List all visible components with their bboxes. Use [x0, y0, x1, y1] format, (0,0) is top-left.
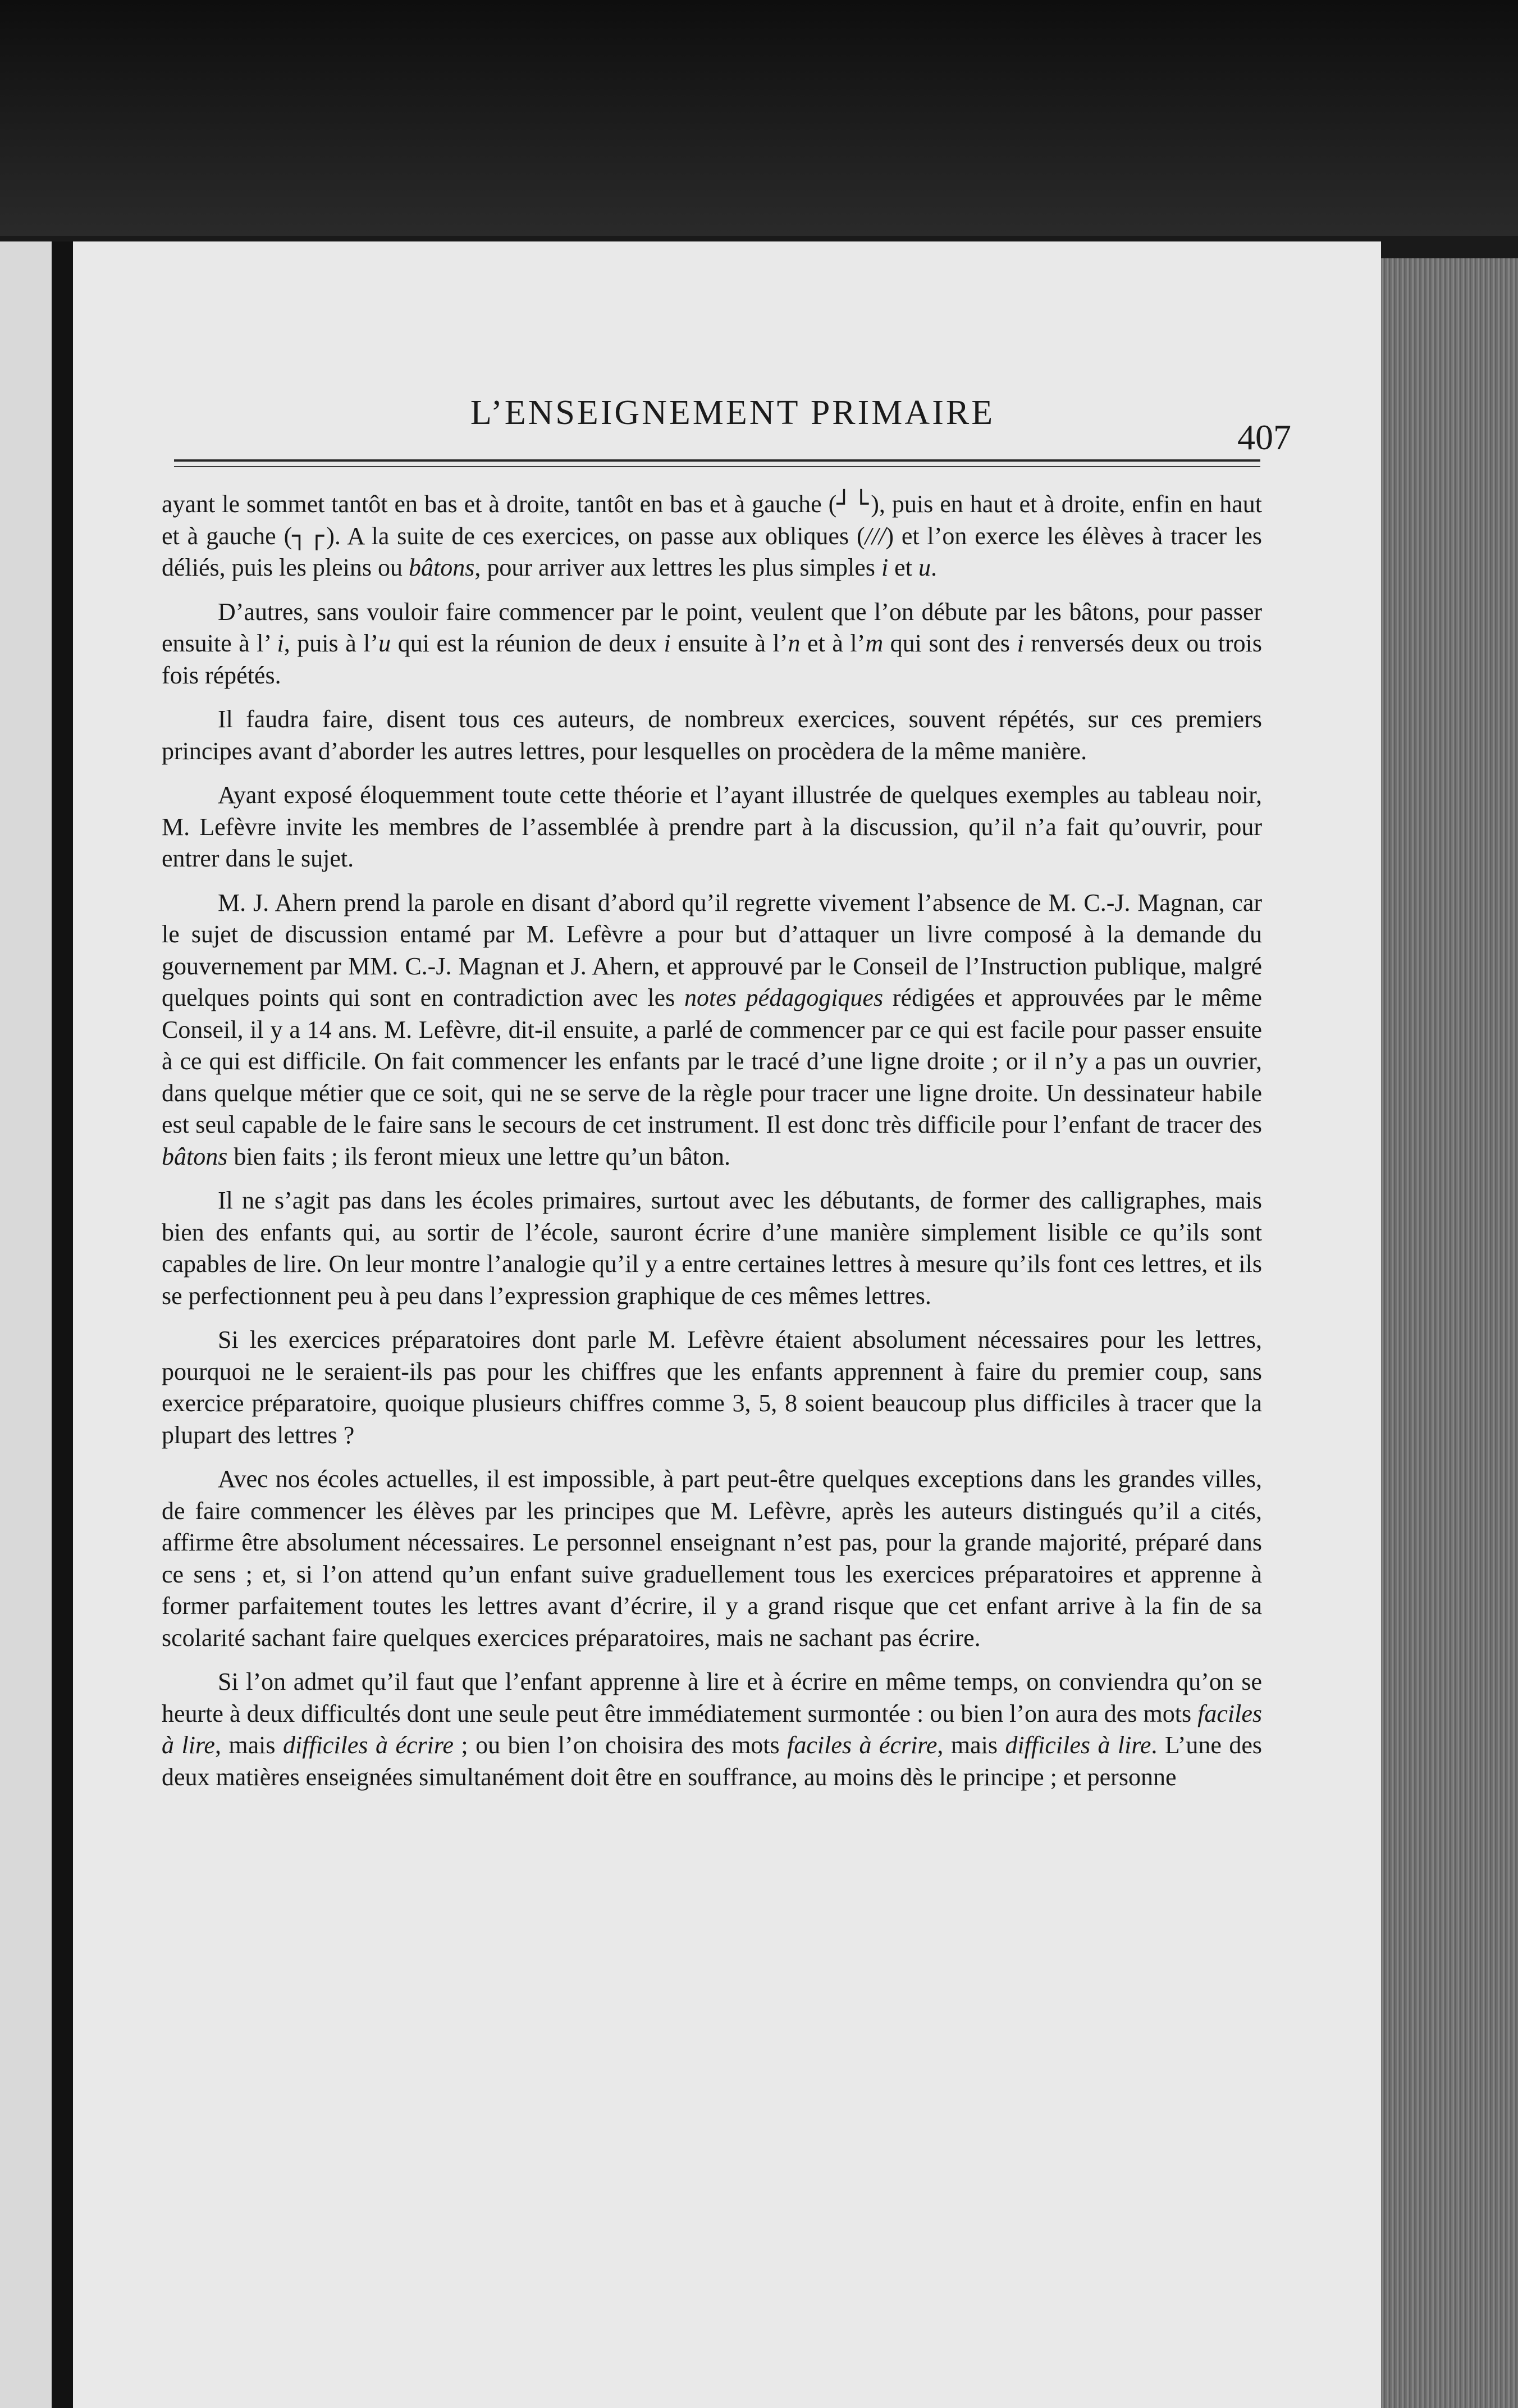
paragraph-text: ensuite à l’	[670, 630, 788, 657]
italic-text: faciles à écrire	[787, 1731, 938, 1759]
paragraph	[162, 1185, 1262, 1312]
paragraph-text: Si l’on admet qu’il faut que l’enfant apprenne à lire et à écrire en même temps, on conviendra qu’on se heurte à deux difficultés dont une seule peut être immédiatement surmontée : ou bien l’on aura des mots	[162, 1668, 1262, 1727]
italic-text: u	[918, 554, 931, 581]
facing-page-edge	[0, 241, 52, 2408]
paragraph-text: Si les exercices préparatoires dont parle M. Lefèvre étaient absolument nécessaires pour les lettres, pourquoi ne le seraient-ils pas pour les chiffres que les enfants apprennent à faire du premier coup, sans exercice préparatoire, quoique plusieurs chiffres comme 3, 5, 8 soient beaucoup plus difficiles à tracer que la plupart des lettres ?	[162, 1326, 1262, 1449]
italic-text: bâtons	[162, 1142, 228, 1170]
paragraph-text: Avec nos écoles actuelles, il est impossible, à part peut-être quelques exceptions dans les grandes villes, de faire commencer les élèves par les principes que M. Lefèvre, après les auteurs distingués qu’il a cités, affirme être absolument nécessaires. Le personnel enseignant n’est pas, pour la grande majorité, préparé dans ce sens ; et, si l’on attend qu’un enfant suive graduellement tous les exercices préparatoires et apprenne à former parfaitement toutes les lettres avant d’écrire, il y a grand risque que cet enfant arrive à la fin de sa scolarité sachant faire quelques exercices préparatoires, mais ne sachant pas écrire.	[162, 1465, 1262, 1652]
paragraph-text: bien faits ; ils feront mieux une lettre qu’un bâton.	[227, 1142, 731, 1170]
paragraph-text: D’autres, sans vouloir faire commencer par le point, veulent que l’on débute par les bâtons, pour passer ensuite à l’	[162, 598, 1262, 657]
italic-text: m	[865, 630, 884, 657]
paragraph-text: , mais	[214, 1731, 284, 1759]
italic-text: faciles à lire	[162, 1699, 1262, 1759]
paragraph	[162, 1666, 1262, 1793]
paragraph-text: ), puis en haut et à droite, enfin en haut et à gauche (	[162, 490, 1262, 550]
italic-text: i	[881, 554, 889, 581]
italic-text: notes pédagogiques	[684, 984, 884, 1011]
paragraph-text: qui est la réunion de deux	[391, 630, 664, 657]
paragraph-text: ayant le sommet tantôt en bas et à droite, tantôt en bas et à gauche (	[162, 490, 837, 518]
paragraph-text: , mais	[937, 1731, 1005, 1759]
paragraph	[162, 489, 1262, 584]
body-text	[162, 489, 1262, 1805]
paragraph-text: ). A la suite de ces exercices, on passe aux obliques (	[326, 522, 865, 550]
italic-text: i	[664, 630, 671, 657]
italic-text: difficiles à écrire	[283, 1731, 454, 1759]
scan-background	[0, 0, 1518, 236]
italic-text: bâtons	[408, 554, 475, 581]
stroke-glyph: ┘└	[836, 490, 871, 518]
paragraph-text: , puis à l’	[284, 630, 379, 657]
paragraph-text: , pour arriver aux lettres les plus simples	[474, 554, 881, 581]
paragraph-text: ) et l’on exerce les élèves à tracer les déliés, puis les pleins ou	[162, 522, 1263, 581]
paragraph-text: M. J. Ahern prend la parole en disant d’abord qu’il regrette vivement l’absence de M. C.-J. Magnan, car le sujet de discussion entamé par M. Lefèvre a pour but d’attaquer un livre composé à la demande du gouvernement par MM. C.-J. Magnan et J. Ahern, et approuvé par le Conseil de l’Instruction publique, malgré quelques points qui sont en contradiction avec les	[162, 888, 1262, 1011]
paragraph	[162, 1324, 1262, 1451]
paragraph-text: et	[888, 554, 918, 581]
paragraph	[162, 704, 1262, 767]
page-header	[174, 393, 1291, 455]
italic-text: ///	[865, 522, 886, 550]
paragraph-text: qui sont des	[883, 630, 1017, 657]
italic-text: u	[378, 630, 391, 657]
paragraph-text: ; ou bien l’on choisira des mots	[453, 1731, 788, 1759]
italic-text: n	[788, 630, 801, 657]
paragraph	[162, 596, 1262, 692]
paragraph-text: Ayant exposé éloquemment toute cette théorie et l’ayant illustrée de quelques exemples au tableau noir, M. Lefèvre invite les membres de l’assemblée à prendre part à la discussion, qu’il n’a fait qu’ouvrir, pour entrer dans le sujet.	[162, 781, 1262, 872]
paragraph-text: Il ne s’agit pas dans les écoles primaires, surtout avec les débutants, de former des calligraphes, mais bien des enfants qui, au sortir de l’école, sauront écrire d’une manière simplement lisible ce qu’ils sont capables de lire. On leur montre l’analogie qu’il y a entre certaines lettres à mesure qu’ils font ces lettres, et ils se perfectionnent peu à peu dans l’expression graphique de ces mêmes lettres.	[162, 1187, 1262, 1310]
italic-text: i	[277, 630, 284, 657]
page-number: 407	[1237, 417, 1291, 457]
stroke-glyph: ┐┌	[292, 521, 327, 550]
paragraph	[162, 1463, 1262, 1654]
paragraph-text: .	[930, 554, 937, 581]
paragraph	[162, 779, 1262, 875]
header-rule-thin	[174, 466, 1260, 467]
italic-text: i	[1017, 630, 1024, 657]
italic-text: difficiles à lire	[1005, 1731, 1151, 1759]
header-rule-thick	[174, 459, 1260, 462]
paragraph-text: Il faudra faire, disent tous ces auteurs, de nombreux exercices, souvent répétés, sur ces premiers principes avant d’aborder les autres lettres, pour lesquelles on procèdera de la même manière.	[162, 705, 1262, 765]
paragraph-text: renversés deux ou trois fois répétés.	[162, 630, 1262, 689]
paragraph	[162, 887, 1262, 1173]
paragraph-text: et à l’	[800, 630, 866, 657]
paragraph-text: rédigées et approuvées par le même Conseil, il y a 14 ans. M. Lefèvre, dit-il ensuite, a parlé de commencer par ce qui est facile pour passer ensuite à ce qui est difficile. On fait commencer les enfants par le tracé d’une ligne droite ; or il n’y a pas un ouvrier, dans quelque métier que ce soit, qui ne se serve de la règle pour tracer une ligne droite. Un dessinateur habile est seul capable de le faire sans le secours de cet instrument. Il est donc très difficile pour l’enfant de tracer des	[162, 984, 1262, 1138]
page-stack-edge	[1381, 258, 1518, 2408]
book-binding	[52, 241, 73, 2408]
paragraph-text: . L’une des deux matières enseignées simultanément doit être en souffrance, au moins dès le principe ; et personne	[162, 1731, 1263, 1791]
running-title: L’ENSEIGNEMENT PRIMAIRE	[470, 394, 995, 432]
